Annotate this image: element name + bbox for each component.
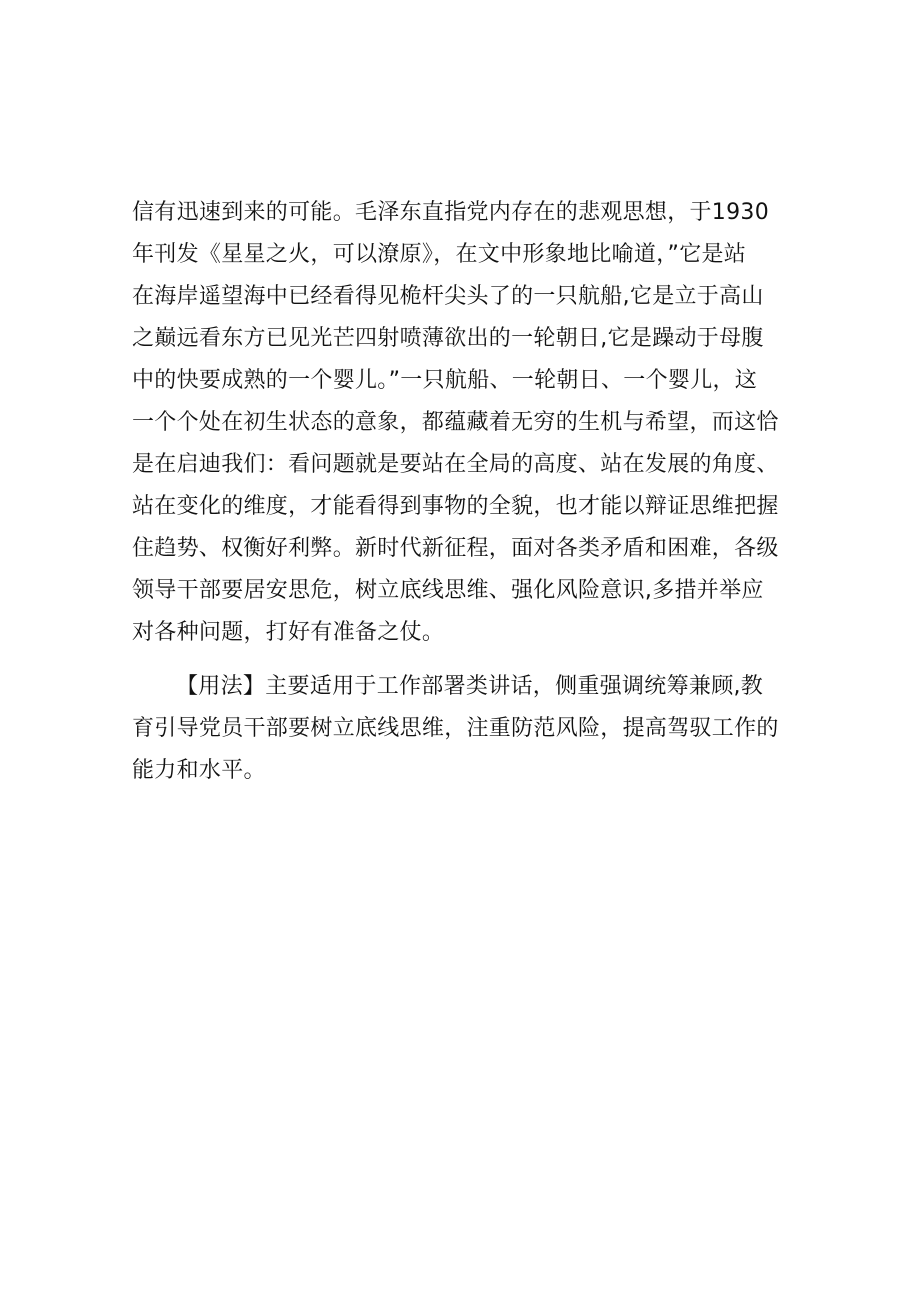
text-line: 年刊发《星星之火，可以潦原》，在文中形象地比喻道，”它是站 bbox=[132, 242, 747, 267]
text-line: 在海岸遥望海中已经看得见桅杆尖头了的一只航船,它是立于高山 bbox=[132, 284, 764, 309]
text-line: 领导干部要居安思危，树立底线思维、强化风险意识,多措并举应 bbox=[132, 578, 764, 603]
text-line: 站在变化的维度，才能看得到事物的全貌，也才能以辩证思维把握 bbox=[132, 494, 779, 519]
text-line: 中的快要成熟的一个婴儿。”一只航船、一轮朝日、一个婴儿，这 bbox=[132, 368, 758, 393]
text-line: 育引导党员干部要树立底线思维，注重防范风险，提高驾驭工作的 bbox=[132, 716, 779, 741]
text-line: 信有迅速到来的可能。毛泽东直指党内存在的悲观思想，于1930 bbox=[132, 200, 769, 225]
paragraph-spacer bbox=[132, 654, 802, 666]
text-line: 【用法】主要适用于工作部署类讲话，侧重强调统筹兼顾,教 bbox=[176, 674, 764, 699]
text-line: 住趋势、权衡好利弊。新时代新征程，面对各类矛盾和困难，各级 bbox=[132, 536, 779, 561]
text-line: 对各种问题，打好有准备之仗。 bbox=[132, 620, 445, 645]
text-line: 一个个处在初生状态的意象，都蕴藏着无穷的生机与希望，而这恰 bbox=[132, 410, 779, 435]
document-body bbox=[132, 192, 802, 792]
text-line: 之巅远看东方已见光芒四射喷薄欲出的一轮朝日,它是躁动于母腹 bbox=[132, 326, 764, 351]
text-line: 是在启迪我们：看问题就是要站在全局的高度、站在发展的角度、 bbox=[132, 452, 779, 477]
text-line: 能力和水平。 bbox=[132, 758, 266, 783]
paragraph-usage bbox=[132, 666, 802, 792]
paragraph-analysis bbox=[132, 192, 802, 654]
